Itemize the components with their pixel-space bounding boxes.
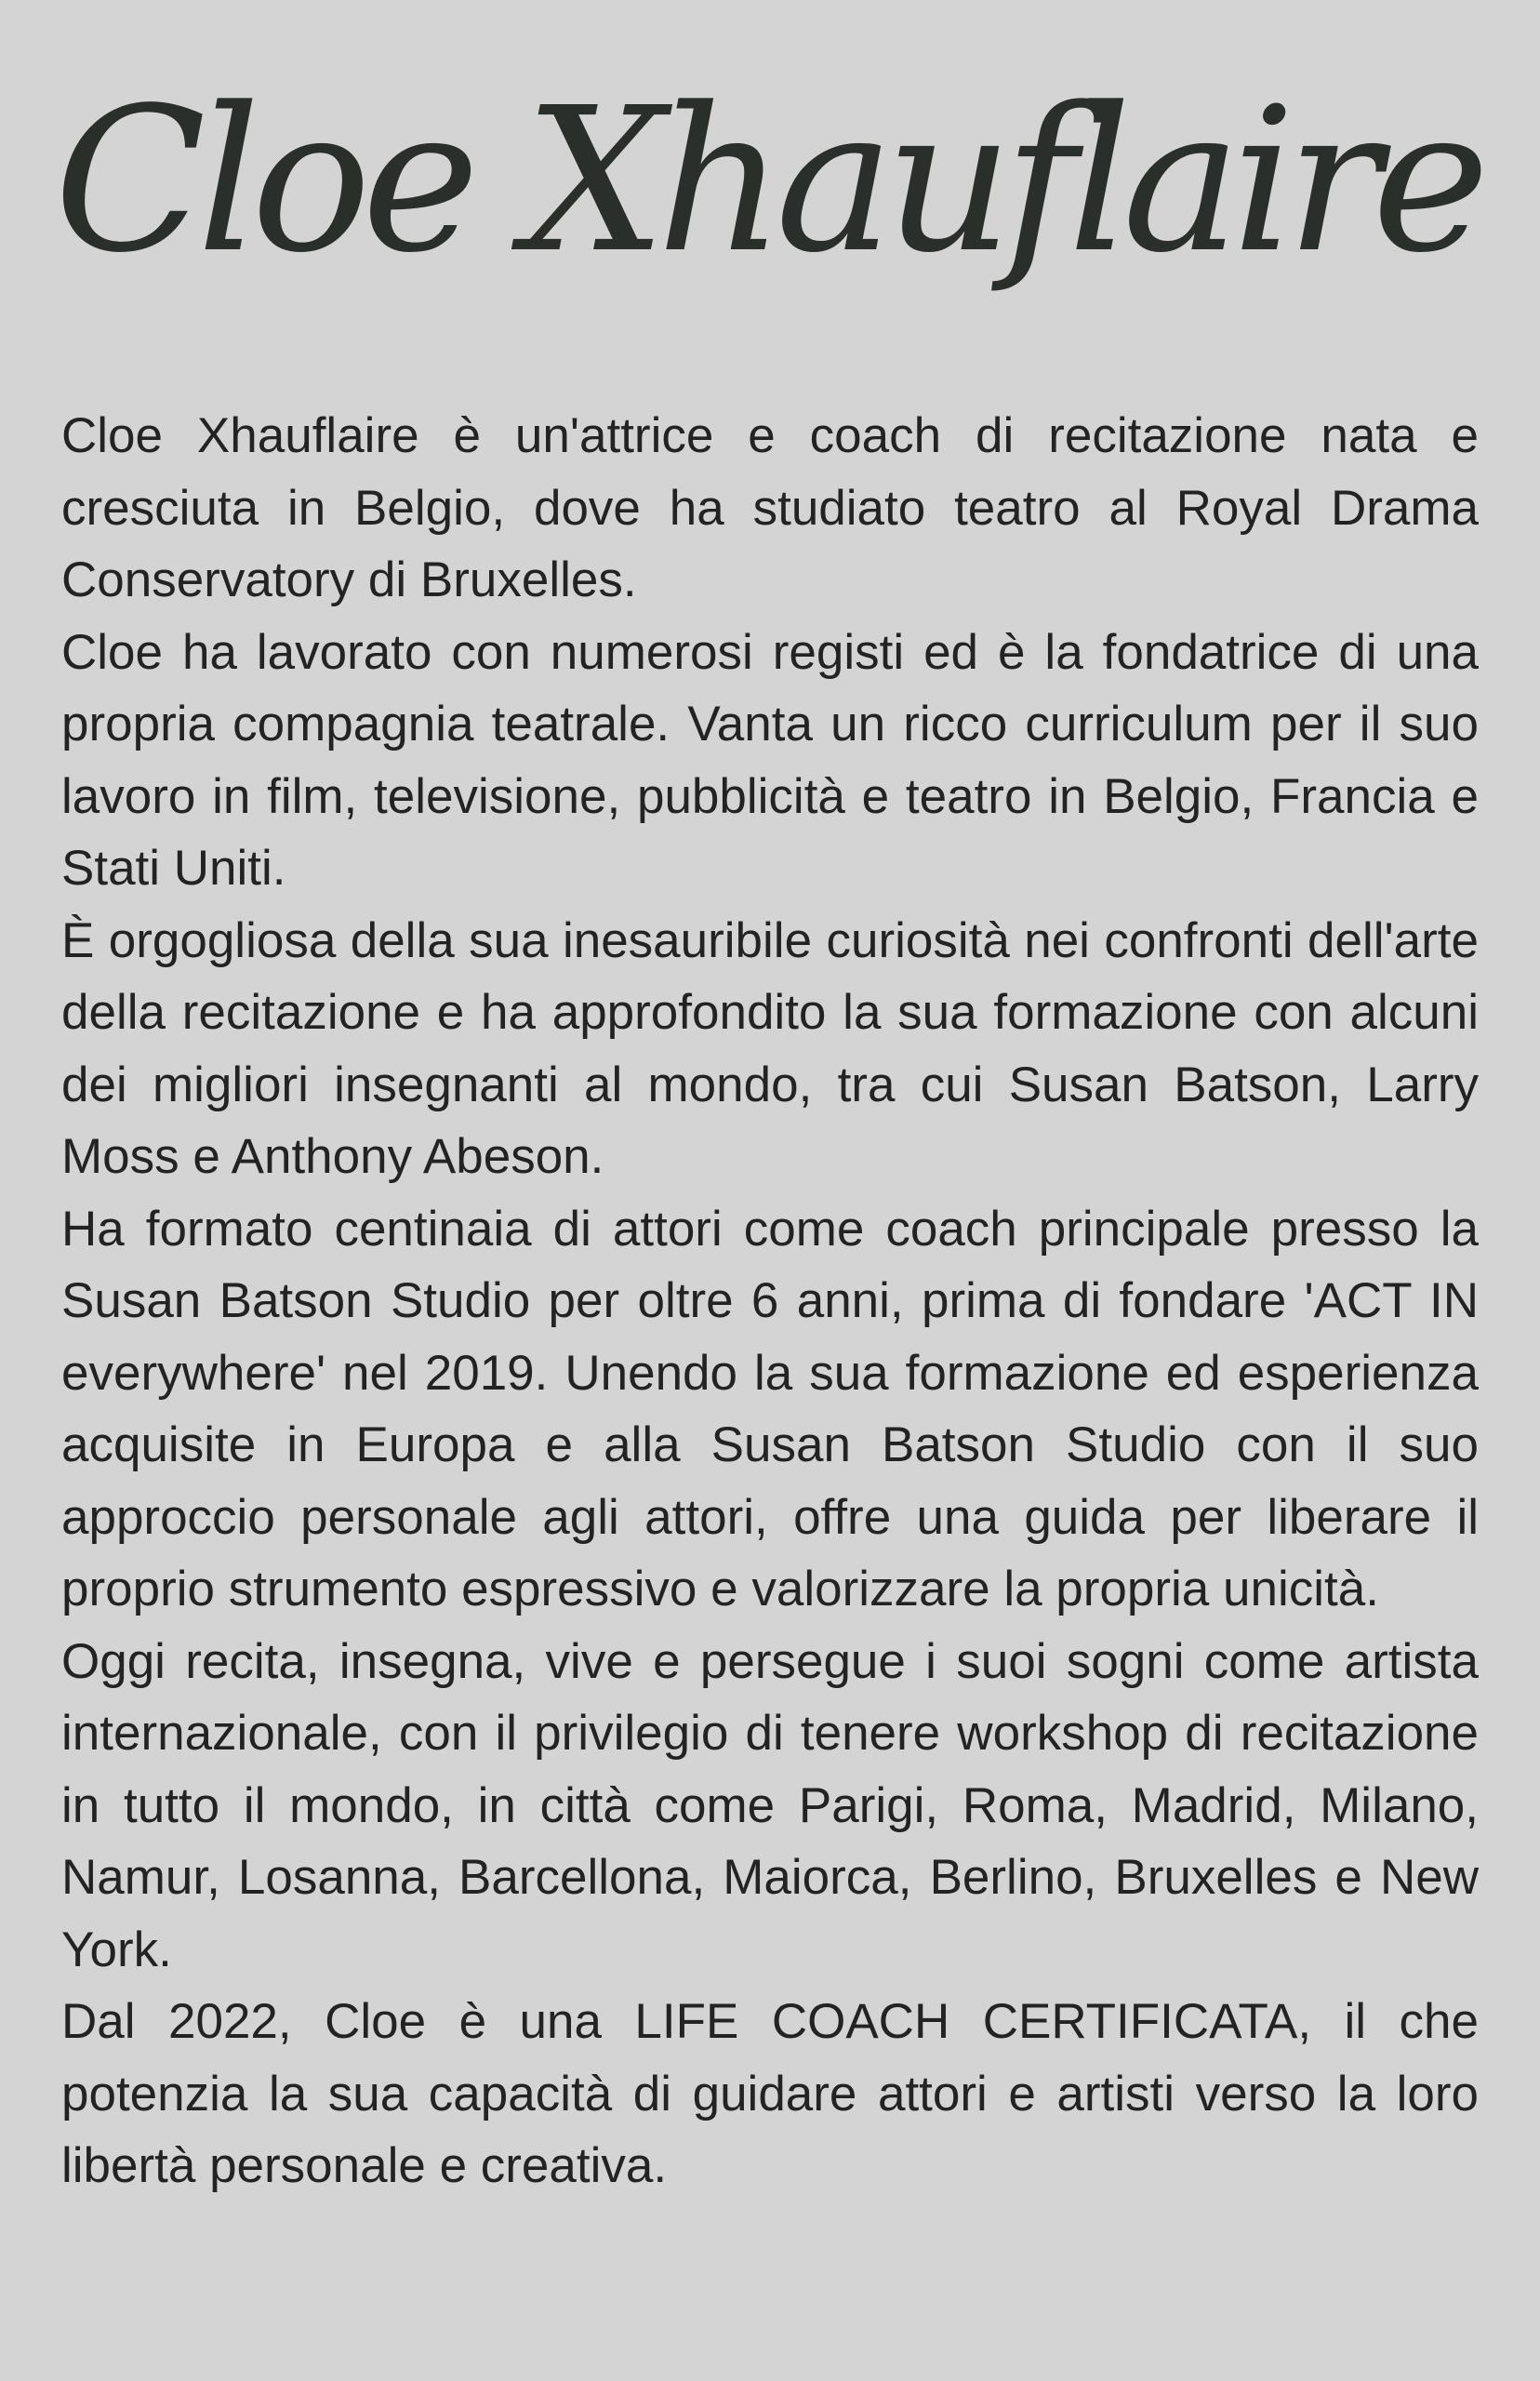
bio-paragraph: Dal 2022, Cloe è una LIFE COACH CERTIFICATA, il che potenzia la sua capacità di guidare attori e artisti verso la loro libertà personale e creativa. xyxy=(61,1994,1479,2193)
bio-paragraph: Oggi recita, insegna, vive e persegue i suoi sogni come artista internazionale, con il privilegio di tenere workshop di recitazione in tutto il mondo, in città come Parigi, Roma, Madrid, Milano, Namur, Losanna, Barcellona, Maiorca, Berlino, Bruxelles e New York. xyxy=(61,1633,1479,1977)
bio-paragraph: È orgogliosa della sua inesauribile curiosità nei confronti dell'arte della recitazione e ha approfondito la sua formazione con alcuni dei migliori insegnanti al mondo, tra cui Susan Batson, Larry Moss e Anthony Abeson. xyxy=(61,912,1479,1184)
bio-paragraph: Ha formato centinaia di attori come coach principale presso la Susan Batson Studio per oltre 6 anni, prima di fondare 'ACT IN everywhere' nel 2019. Unendo la sua formazione ed esperienza acquisite in Europa e alla Susan Batson Studio con il suo approccio personale agli attori, offre una guida per liberare il proprio strumento espressivo e valorizzare la propria unicità. xyxy=(61,1201,1479,1616)
page-title: Cloe Xhauflaire xyxy=(54,65,1480,297)
bio-paragraph: Cloe ha lavorato con numerosi registi ed è la fondatrice di una propria compagnia teatrale. Vanta un ricco curriculum per il suo lavoro in film, televisione, pubblicità e teatro in Belgio, Francia e Stati Uniti. xyxy=(61,624,1479,896)
bio-text xyxy=(61,400,1479,2202)
bio-paragraph: Cloe Xhauflaire è un'attrice e coach di recitazione nata e cresciuta in Belgio, dove ha studiato teatro al Royal Drama Conservatory di Bruxelles. xyxy=(61,408,1479,607)
